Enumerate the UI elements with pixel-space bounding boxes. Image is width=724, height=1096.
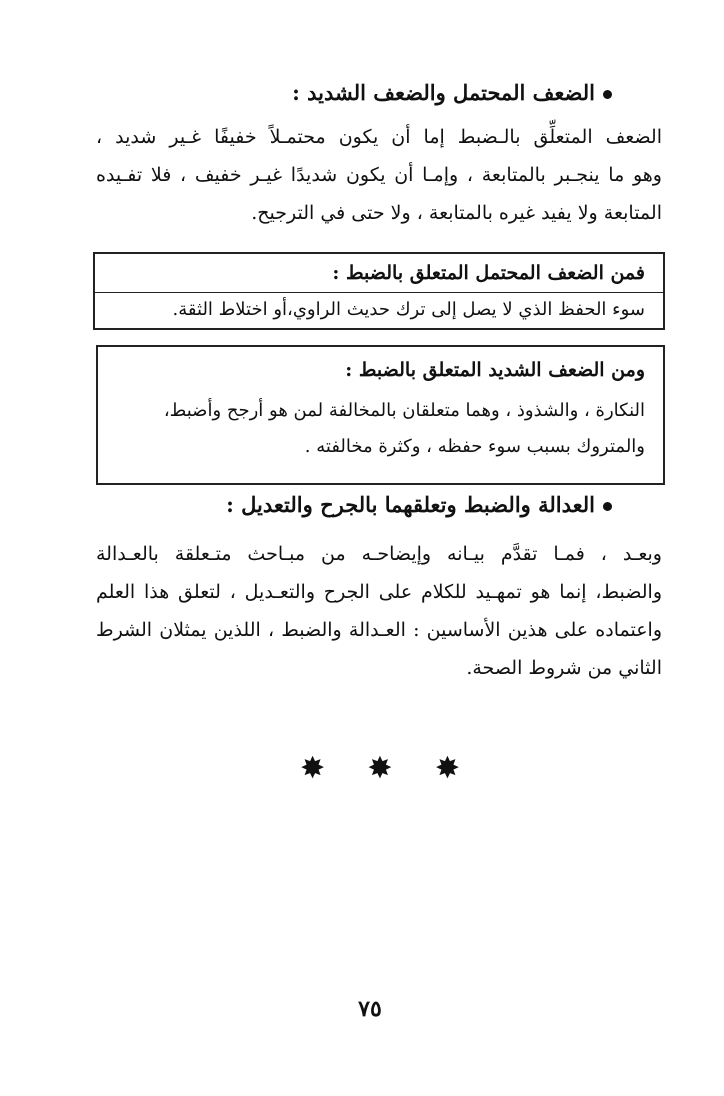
paragraph-line: وبعـد ، فمـا تقدَّم بيـانه وإيضاحـه من مبـاحث متـعلقة بالعـدالة: [96, 543, 662, 565]
weakness-paragraph: [96, 118, 662, 232]
severe-weakness-box: [96, 345, 665, 485]
paragraph-line: وهو ما ينجـبر بالمتابعة ، وإمـا أن يكون شديدًا غيـر خفيف ، فلا تفـيده: [96, 164, 662, 186]
section-heading-justice: [226, 490, 612, 520]
paragraph-line: المتابعة ولا يفيد غيره بالمتابعة ، ولا حتى في الترجيح.: [251, 202, 662, 224]
box-title: فمن الضعف المحتمل المتعلق بالضبط :: [332, 262, 645, 284]
star-icon: ✸: [300, 750, 326, 786]
page-number: ٧٥: [358, 996, 382, 1022]
section-ornament: [300, 748, 460, 788]
box-title: ومن الضعف الشديد المتعلق بالضبط :: [345, 359, 645, 381]
box-text: النكارة ، والشذوذ ، وهما متعلقان بالمخالفة لمن هو أرجح وأضبط،: [163, 400, 645, 421]
paragraph-line: الثاني من شروط الصحة.: [466, 657, 662, 679]
box-text: سوء الحفظ الذي لا يصل إلى ترك حديث الراوي،أو اختلاط الثقة.: [172, 299, 645, 320]
section-heading-weakness: [292, 78, 612, 108]
justice-paragraph: [96, 535, 662, 687]
section-heading-text: العدالة والضبط وتعلقهما بالجرح والتعديل :: [226, 492, 595, 517]
section-heading-text: الضعف المحتمل والضعف الشديد :: [292, 80, 595, 105]
paragraph-line: واعتماده على هذين الأساسين : العـدالة والضبط ، اللذين يمثلان الشرط: [96, 619, 662, 641]
paragraph-line: الضعف المتعلِّق بالـضبط إما أن يكون محتمـلاً خفيفًا غـير شديد ،: [96, 126, 662, 148]
paragraph-line: والضبط، إنما هو تمهـيد للكلام على الجرح والتعـديل ، لتعلق هذا العلم: [96, 581, 662, 603]
star-icon: ✸: [434, 750, 460, 786]
mild-weakness-box: [93, 252, 665, 330]
bullet-icon: [603, 90, 612, 99]
bullet-icon: [603, 502, 612, 511]
star-icon: ✸: [367, 750, 393, 786]
box-text: والمتروك بسبب سوء حفظه ، وكثرة مخالفته .: [304, 436, 645, 457]
